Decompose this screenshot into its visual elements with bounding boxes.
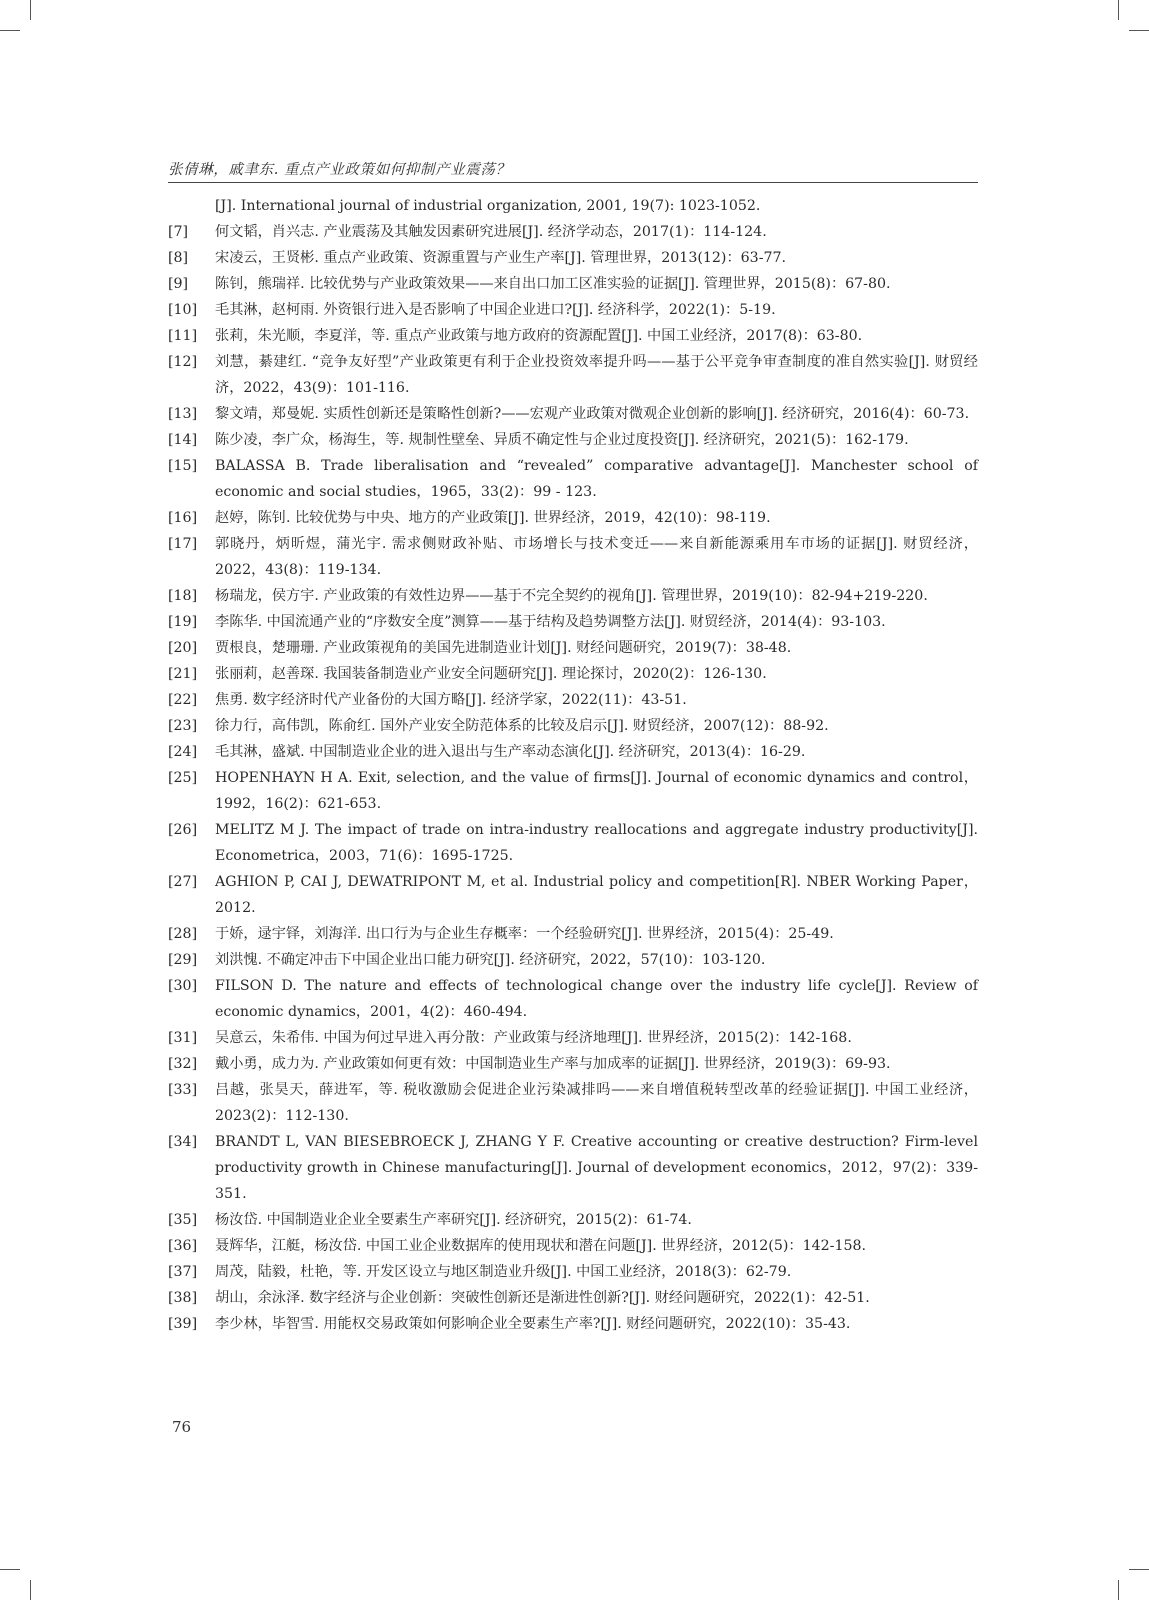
reference-item — [168, 505, 978, 531]
reference-number: [30] — [168, 978, 198, 994]
reference-number: [14] — [168, 432, 198, 448]
reference-item — [168, 973, 978, 1025]
reference-text: 胡山，余泳泽. 数字经济与企业创新：突破性创新还是渐进性创新?[J]. 财经问题研究，2022(1)：42-51. — [215, 1290, 870, 1306]
reference-item — [168, 609, 978, 635]
reference-number: [34] — [168, 1134, 198, 1150]
reference-text: 宋凌云，王贤彬. 重点产业政策、资源重置与产业生产率[J]. 管理世界，2013(12)：63-77. — [215, 250, 787, 266]
running-header: 张倩琳，戚聿东. 重点产业政策如何抑制产业震荡？ — [168, 162, 511, 178]
crop-mark — [1118, 0, 1119, 20]
reference-item — [168, 453, 978, 505]
reference-text: 何文韬，肖兴志. 产业震荡及其触发因素研究进展[J]. 经济学动态，2017(1)：114-124. — [215, 224, 767, 240]
reference-number: [29] — [168, 952, 198, 968]
reference-text: 陈钊，熊瑞祥. 比较优势与产业政策效果——来自出口加工区准实验的证据[J]. 管理世界，2015(8)：67-80. — [215, 276, 891, 292]
reference-text: 黎文靖，郑曼妮. 实质性创新还是策略性创新?——宏观产业政策对微观企业创新的影响[J]. 经济研究，2016(4)：60-73. — [215, 406, 970, 422]
reference-item — [168, 1259, 978, 1285]
reference-text: 毛其淋，赵柯雨. 外资银行进入是否影响了中国企业进口?[J]. 经济科学，2022(1)：5-19. — [215, 302, 776, 318]
reference-item — [168, 583, 978, 609]
reference-item — [168, 1233, 978, 1259]
reference-item — [168, 271, 978, 297]
reference-item — [168, 297, 978, 323]
reference-number: [24] — [168, 744, 198, 760]
reference-item — [168, 739, 978, 765]
reference-number: [7] — [168, 224, 189, 240]
reference-number: [31] — [168, 1030, 198, 1046]
reference-item — [168, 349, 978, 401]
reference-number: [39] — [168, 1316, 198, 1332]
reference-number: [12] — [168, 354, 198, 370]
reference-text: 贾根良，楚珊珊. 产业政策视角的美国先进制造业计划[J]. 财经问题研究，2019(7)：38-48. — [215, 640, 792, 656]
reference-item — [168, 1311, 978, 1337]
reference-number: [35] — [168, 1212, 198, 1228]
reference-item — [168, 765, 978, 817]
reference-item — [168, 817, 978, 869]
reference-number: [32] — [168, 1056, 198, 1072]
reference-text: 周茂，陆毅，杜艳，等. 开发区设立与地区制造业升级[J]. 中国工业经济，2018(3)：62-79. — [215, 1264, 792, 1280]
reference-list — [168, 193, 978, 1337]
reference-number: [18] — [168, 588, 198, 604]
reference-text: BALASSA B. Trade liberalisation and “revealed” comparative advantage[J]. Manchester school of economic and social studies，1965，33(2)：99 - 123. — [215, 458, 978, 500]
crop-mark — [1118, 1580, 1119, 1600]
reference-number: [37] — [168, 1264, 198, 1280]
reference-item — [168, 687, 978, 713]
reference-item — [168, 869, 978, 921]
reference-text: 聂辉华，江艇，杨汝岱. 中国工业企业数据库的使用现状和潜在问题[J]. 世界经济，2012(5)：142-158. — [215, 1238, 867, 1254]
reference-number: [23] — [168, 718, 198, 734]
reference-item — [168, 1285, 978, 1311]
reference-text: 杨瑞龙，侯方宇. 产业政策的有效性边界——基于不完全契约的视角[J]. 管理世界，2019(10)：82-94+219-220. — [215, 588, 928, 604]
reference-item — [168, 323, 978, 349]
reference-text: 刘洪愧. 不确定冲击下中国企业出口能力研究[J]. 经济研究，2022，57(10)：103-120. — [215, 952, 766, 968]
reference-item — [168, 635, 978, 661]
reference-item — [168, 401, 978, 427]
reference-text: 郭晓丹，炳昕煜，蒲光宇. 需求侧财政补贴、市场增长与技术变迁——来自新能源乘用车市场的证据[J]. 财贸经济，2022，43(8)：119-134. — [215, 536, 978, 578]
reference-text: 焦勇. 数字经济时代产业备份的大国方略[J]. 经济学家，2022(11)：43-51. — [215, 692, 687, 708]
reference-text: 赵婷，陈钊. 比较优势与中央、地方的产业政策[J]. 世界经济，2019，42(10)：98-119. — [215, 510, 771, 526]
reference-item — [168, 245, 978, 271]
reference-text: 于娇，逯宇铎，刘海洋. 出口行为与企业生存概率：一个经验研究[J]. 世界经济，2015(4)：25-49. — [215, 926, 834, 942]
header-rule — [168, 182, 978, 183]
reference-items — [168, 219, 978, 1337]
crop-mark — [1129, 30, 1149, 31]
reference-number: [10] — [168, 302, 198, 318]
reference-text: 吴意云，朱希伟. 中国为何过早进入再分散：产业政策与经济地理[J]. 世界经济，2015(2)：142-168. — [215, 1030, 852, 1046]
crop-mark — [0, 1569, 20, 1570]
reference-number: [22] — [168, 692, 198, 708]
crop-mark — [0, 30, 20, 31]
reference-number: [9] — [168, 276, 189, 292]
reference-item — [168, 1077, 978, 1129]
reference-text: 戴小勇，成力为. 产业政策如何更有效：中国制造业生产率与加成率的证据[J]. 世界经济，2019(3)：69-93. — [215, 1056, 891, 1072]
reference-text: 李陈华. 中国流通产业的“序数安全度”测算——基于结构及趋势调整方法[J]. 财贸经济，2014(4)：93-103. — [215, 614, 886, 630]
reference-text: 李少林，毕智雪. 用能权交易政策如何影响企业全要素生产率?[J]. 财经问题研究，2022(10)：35-43. — [215, 1316, 851, 1332]
reference-item — [168, 947, 978, 973]
reference-text: 毛其淋，盛斌. 中国制造业企业的进入退出与生产率动态演化[J]. 经济研究，2013(4)：16-29. — [215, 744, 806, 760]
reference-item — [168, 1051, 978, 1077]
reference-number: [36] — [168, 1238, 198, 1254]
reference-number: [16] — [168, 510, 198, 526]
reference-item — [168, 661, 978, 687]
reference-number: [38] — [168, 1290, 198, 1306]
reference-item — [168, 531, 978, 583]
reference-text: AGHION P, CAI J, DEWATRIPONT M, et al. Industrial policy and competition[R]. NBER Working Paper，2012. — [215, 874, 978, 916]
reference-item — [168, 427, 978, 453]
reference-number: [19] — [168, 614, 198, 630]
reference-number: [26] — [168, 822, 198, 838]
reference-text: 张莉，朱光顺，李夏洋，等. 重点产业政策与地方政府的资源配置[J]. 中国工业经济，2017(8)：63-80. — [215, 328, 863, 344]
reference-number: [20] — [168, 640, 198, 656]
reference-number: [28] — [168, 926, 198, 942]
crop-mark — [1129, 1569, 1149, 1570]
reference-number: [15] — [168, 458, 198, 474]
reference-item — [168, 921, 978, 947]
reference-number: [8] — [168, 250, 189, 266]
reference-number: [11] — [168, 328, 198, 344]
reference-text: 吕越，张昊天，薛进军，等. 税收激励会促进企业污染减排吗——来自增值税转型改革的经验证据[J]. 中国工业经济，2023(2)：112-130. — [215, 1082, 978, 1124]
reference-number: [21] — [168, 666, 198, 682]
reference-text: MELITZ M J. The impact of trade on intra-industry reallocations and aggregate industry productivity[J]. Econometrica，2003，71(6)：1695-1725. — [215, 822, 978, 864]
reference-item — [168, 1025, 978, 1051]
reference-item — [168, 1129, 978, 1207]
reference-item — [168, 1207, 978, 1233]
reference-continuation: [J]. International journal of industrial organization, 2001, 19(7): 1023-1052. — [215, 198, 761, 214]
crop-mark — [30, 0, 31, 20]
reference-item — [168, 219, 978, 245]
reference-text: 刘慧，綦建红. “竞争友好型”产业政策更有利于企业投资效率提升吗——基于公平竞争审查制度的准自然实验[J]. 财贸经济，2022，43(9)：101-116. — [215, 354, 978, 396]
reference-text: 杨汝岱. 中国制造业企业全要素生产率研究[J]. 经济研究，2015(2)：61-74. — [215, 1212, 692, 1228]
reference-text: 徐力行，高伟凯，陈俞红. 国外产业安全防范体系的比较及启示[J]. 财贸经济，2007(12)：88-92. — [215, 718, 829, 734]
page-number: 76 — [172, 1418, 192, 1436]
crop-mark — [30, 1580, 31, 1600]
reference-number: [27] — [168, 874, 198, 890]
reference-text: FILSON D. The nature and effects of technological change over the industry life cycle[J]. Review of economic dynamics，2001，4(2)：460-494. — [215, 978, 978, 1020]
reference-text: BRANDT L, VAN BIESEBROECK J, ZHANG Y F. Creative accounting or creative destruction? Firm-level productivity growth in Chinese manufacturing[J]. Journal of development economics，2012，97(2)：339-351. — [215, 1134, 978, 1202]
reference-number: [13] — [168, 406, 198, 422]
reference-text: HOPENHAYN H A. Exit, selection, and the value of firms[J]. Journal of economic dynamics and control，1992，16(2)：621-653. — [215, 770, 978, 812]
reference-number: [33] — [168, 1082, 198, 1098]
reference-text: 陈少凌，李广众，杨海生，等. 规制性壁垒、异质不确定性与企业过度投资[J]. 经济研究，2021(5)：162-179. — [215, 432, 909, 448]
reference-number: [17] — [168, 536, 198, 552]
reference-number: [25] — [168, 770, 198, 786]
reference-text: 张丽莉，赵善琛. 我国装备制造业产业安全问题研究[J]. 理论探讨，2020(2)：126-130. — [215, 666, 767, 682]
reference-item — [168, 713, 978, 739]
